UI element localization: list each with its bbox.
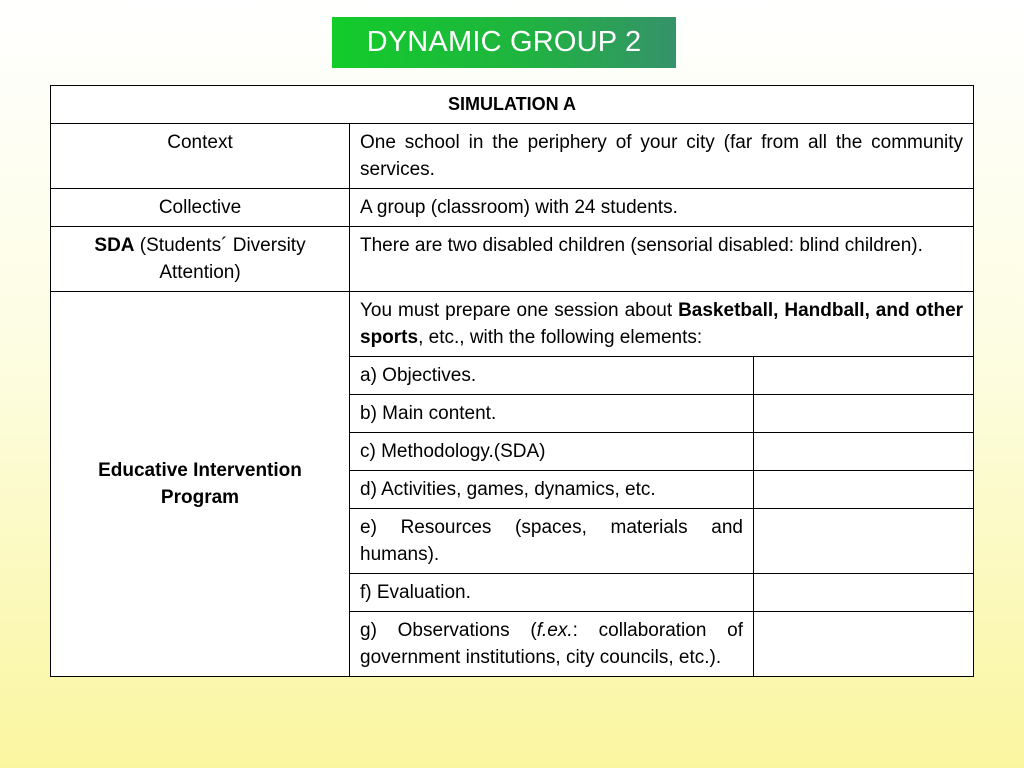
table-row-sda — [51, 227, 974, 292]
observations-pre: g) Observations ( — [360, 620, 537, 641]
program-item-objectives-blank — [754, 357, 974, 395]
sda-label-bold: SDA — [94, 235, 135, 256]
table-row-context — [51, 124, 974, 189]
program-item-observations-blank — [754, 612, 974, 677]
simulation-table — [50, 85, 974, 677]
sda-label — [51, 227, 350, 292]
observations-post: : collaboration of government institutions, city councils, etc.). — [360, 620, 743, 668]
sda-label-rest: (Students´ Diversity Attention) — [134, 235, 306, 283]
slide-title-banner — [332, 17, 676, 68]
table-header: SIMULATION A — [51, 86, 974, 124]
program-item-evaluation-blank — [754, 574, 974, 612]
collective-label: Collective — [51, 189, 350, 227]
table-row-collective — [51, 189, 974, 227]
table-row-program-intro — [51, 292, 974, 357]
program-item-activities-blank — [754, 471, 974, 509]
program-item-main-content-blank — [754, 395, 974, 433]
program-intro-sports: Basketball, Handball, and other sports — [360, 300, 964, 348]
program-item-resources-blank — [754, 509, 974, 574]
program-item-resources: e) Resources (spaces, materials and humans). — [350, 509, 754, 574]
program-item-observations — [350, 612, 754, 677]
program-intro — [350, 292, 974, 357]
program-item-main-content: b) Main content. — [350, 395, 754, 433]
program-intro-pre: You must prepare one session about — [360, 300, 679, 321]
sda-text: There are two disabled children (sensorial disabled: blind children). — [350, 227, 974, 292]
context-text: One school in the periphery of your city (far from all the community services. — [350, 124, 974, 189]
observations-italic: f.ex. — [536, 620, 573, 641]
program-item-methodology: c) Methodology.(SDA) — [350, 433, 754, 471]
slide-title: DYNAMIC GROUP 2 — [366, 26, 642, 58]
program-item-evaluation: f) Evaluation. — [350, 574, 754, 612]
program-label: Educative Intervention Program — [51, 292, 350, 677]
table-header-row — [51, 86, 974, 124]
program-item-methodology-blank — [754, 433, 974, 471]
program-item-objectives: a) Objectives. — [350, 357, 754, 395]
collective-text: A group (classroom) with 24 students. — [350, 189, 974, 227]
program-intro-post: , etc., with the following elements: — [418, 327, 703, 348]
program-item-activities: d) Activities, games, dynamics, etc. — [350, 471, 754, 509]
context-label: Context — [51, 124, 350, 189]
